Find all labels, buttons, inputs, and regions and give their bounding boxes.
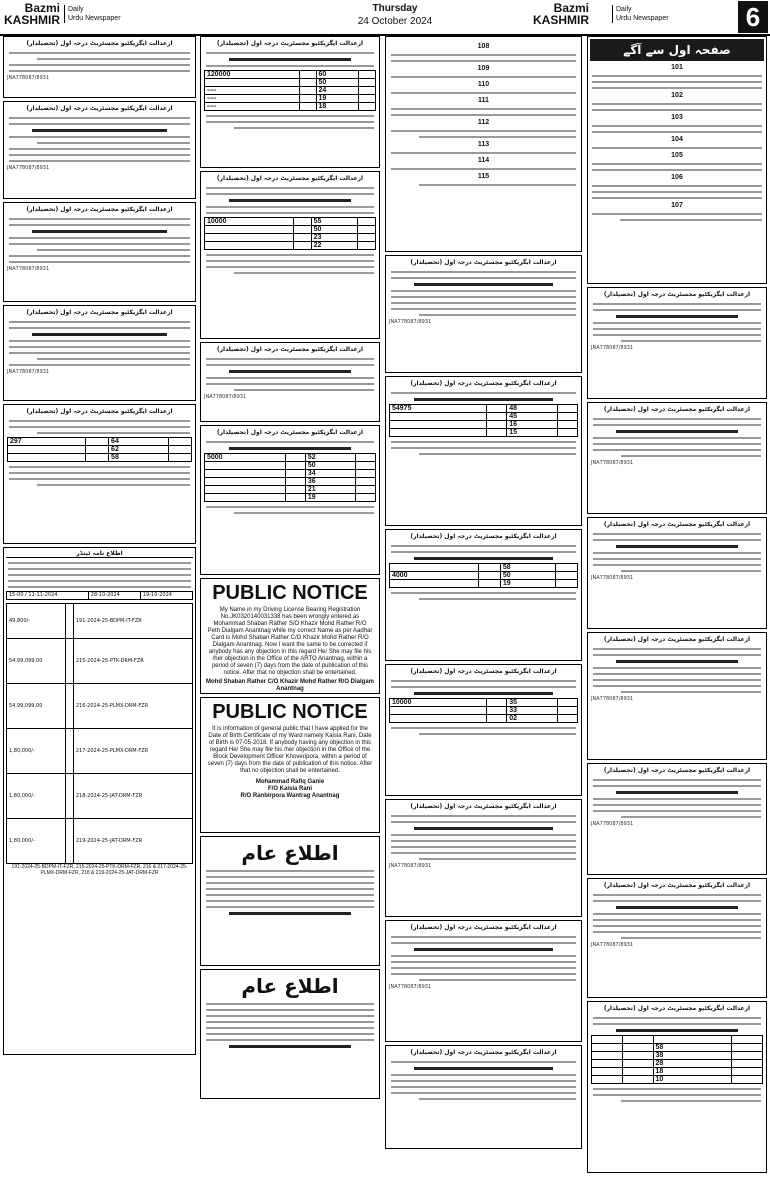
- public-notice-title: PUBLIC NOTICE: [212, 701, 368, 723]
- notice-ref: JNA778087/8931: [591, 345, 634, 351]
- notice-body: [204, 506, 376, 514]
- table-cell: [205, 478, 286, 486]
- table-cell: [205, 234, 294, 242]
- public-notice-signature: Mohd Shaban Rather C/O Khazir Mohd Rather R/O Dialgam Anantnag: [205, 679, 374, 692]
- notice-title: ازعدالت ایگزیکٹیو مجسٹریٹ درجہ اول (تحصیلدار): [410, 259, 557, 266]
- notice-body: [591, 1088, 763, 1102]
- notice-body: [7, 321, 192, 366]
- column-1: [3, 36, 196, 1058]
- continued-news: [385, 36, 582, 252]
- table-cell: [390, 413, 487, 421]
- notice-body: [389, 1061, 578, 1100]
- table-cell: [592, 1052, 623, 1060]
- notice-body: [7, 420, 192, 434]
- sub-line-1: Daily: [616, 6, 632, 13]
- notice-title: ازعدالت ایگزیکٹیو مجسٹریٹ درجہ اول (تحصیلدار): [410, 668, 557, 675]
- notice-body: [204, 115, 376, 129]
- notice-title: ازعدالت ایگزیکٹیو مجسٹریٹ درجہ اول (تحصیلدار): [410, 533, 557, 540]
- heirs-table: [204, 217, 376, 250]
- item-number: 114: [477, 157, 490, 164]
- table-cell: [390, 715, 487, 723]
- notice-title: ازعدالت ایگزیکٹیو مجسٹریٹ درجہ اول (تحصیلدار): [26, 206, 173, 213]
- masthead-right-sub: [612, 5, 669, 23]
- table-cell: [205, 226, 294, 234]
- court-notice: [385, 920, 582, 1042]
- notice-ref: JNA778087/8931: [204, 394, 247, 400]
- notice-title: ازعدالت ایگزیکٹیو مجسٹریٹ درجہ اول (تحصیلدار): [410, 380, 557, 387]
- signatory-name: Mohammad Rafiq Ganie: [255, 779, 325, 785]
- table-cell: 36: [305, 478, 355, 486]
- notice-ref: JNA778087/8931: [7, 165, 50, 171]
- item-number: 106: [671, 174, 683, 181]
- notice-ref: JNA778087/8931: [7, 75, 50, 81]
- page-header: [0, 0, 770, 36]
- item-number: 101: [671, 64, 683, 71]
- notice-ref: JNA778087/8931: [7, 266, 50, 272]
- notice-ref: JNA778087/8931: [389, 319, 432, 325]
- item-number: 110: [477, 81, 490, 88]
- public-notice-license: [200, 578, 380, 694]
- notice-title: ازعدالت ایگزیکٹیو مجسٹریٹ درجہ اول (تحصیلدار): [216, 175, 364, 182]
- table-cell: ----: [205, 103, 300, 111]
- news-text: [590, 75, 764, 89]
- notice-ref: JNA778087/8931: [7, 369, 50, 375]
- news-text: [590, 213, 764, 221]
- urdu-public-notice: [200, 836, 380, 966]
- table-cell: 28: [653, 1060, 732, 1068]
- masthead-right: [533, 2, 589, 26]
- tender-nit-no: 218-2024-25-JAT-DRM-FZR: [73, 774, 192, 819]
- table-cell: 50: [311, 226, 357, 234]
- notice-ref: JNA778087/8931: [389, 984, 432, 990]
- column-3: [385, 36, 582, 1152]
- table-cell: 10000: [205, 218, 294, 226]
- tender-amount: 54,99,099.00: [7, 639, 66, 684]
- notice-body: [389, 680, 578, 695]
- court-notice: [587, 763, 767, 875]
- notice-body: [204, 358, 376, 391]
- table-cell: ----: [205, 87, 300, 95]
- tender-title: اطلاع نامہ ٹینڈر: [6, 550, 193, 558]
- public-notice-body: My Name in my Driving License Bearing Registration No.JK0320140031338 has been wrongly entered as Mohammad Shaban Rather S/O Khazir Mohd Rather R/O Peth Dialgam Anantnag while my correct Name as per Aadhar Card is Mohd Shaban Rather C/O Khazir Mohd Rather R/O Dialgam Anantnag. Now I want the same to be corrected if anybody has any objection in this regard He/ She may file his /her objection in the Office of the ARTO Anantnag, within a period of seven (7) days from the date of publication of this notice. After that no objection shall be entertained.: [207, 607, 373, 676]
- notice-title: ازعدالت ایگزیکٹیو مجسٹریٹ درجہ اول (تحصیلدار): [26, 408, 173, 415]
- table-cell: [592, 1060, 623, 1068]
- news-text: [389, 76, 578, 78]
- notice-ref: JNA778087/8931: [591, 696, 634, 702]
- notice-title: ازعدالت ایگزیکٹیو مجسٹریٹ درجہ اول (تحصیلدار): [410, 924, 557, 931]
- notice-body: [389, 441, 578, 455]
- table-cell: [205, 494, 286, 502]
- front-page-continued: [587, 36, 767, 284]
- heirs-table: [389, 698, 578, 723]
- public-notice-title: PUBLIC NOTICE: [212, 582, 368, 604]
- court-notice-table: [385, 529, 582, 661]
- table-cell: [205, 242, 294, 250]
- notice-body: [7, 218, 192, 263]
- notice-body: [389, 271, 578, 316]
- news-text: [590, 125, 764, 133]
- notice-body: [204, 254, 376, 274]
- court-notice: [587, 517, 767, 629]
- notice-body: [7, 117, 192, 162]
- tender-date: 19-10-2024: [140, 592, 192, 600]
- notice-title: ازعدالت ایگزیکٹیو مجسٹریٹ درجہ اول (تحصیلدار): [603, 636, 751, 643]
- table-cell: [592, 1068, 623, 1076]
- table-cell: 22: [311, 242, 357, 250]
- table-cell: [390, 421, 487, 429]
- public-notice-birth: [200, 697, 380, 833]
- urdu-public-notice: [200, 969, 380, 1099]
- court-notice: [3, 305, 196, 401]
- news-text: [590, 185, 764, 199]
- table-cell: [592, 1076, 623, 1084]
- court-notice-table: [200, 425, 380, 575]
- item-number: 115: [477, 173, 490, 180]
- notice-body: [591, 1017, 763, 1032]
- notice-body: [591, 894, 763, 939]
- item-number: 102: [671, 92, 683, 99]
- table-cell: 34: [305, 470, 355, 478]
- news-text: [389, 184, 578, 186]
- item-number: 105: [671, 152, 683, 159]
- item-number: 112: [477, 119, 490, 126]
- notice-ref: JNA778087/8931: [591, 575, 634, 581]
- sub-line-2: Urdu Newspaper: [616, 15, 669, 22]
- table-cell: 10000: [390, 699, 487, 707]
- issue-date: [300, 2, 490, 28]
- notice-title: ازعدالت ایگزیکٹیو مجسٹریٹ درجہ اول (تحصیلدار): [603, 521, 751, 528]
- urdu-notice-title: اطلاع عام: [241, 841, 339, 865]
- item-number: 109: [477, 65, 490, 72]
- notice-body: [389, 392, 578, 401]
- court-notice: [587, 878, 767, 998]
- notice-title: ازعدالت ایگزیکٹیو مجسٹریٹ درجہ اول (تحصیلدار): [603, 1005, 751, 1012]
- notice-body: [204, 52, 376, 67]
- table-cell: 50: [500, 572, 555, 580]
- brand-top: Bazmi: [553, 1, 589, 15]
- table-cell: 54975: [390, 405, 487, 413]
- tender-amount: 49,800/-: [7, 604, 66, 639]
- item-number: 107: [671, 202, 683, 209]
- item-number: 108: [477, 43, 490, 50]
- signatory-relation: F/O Kaisla Rani: [267, 786, 312, 792]
- notice-body: [591, 779, 763, 818]
- table-cell: [390, 429, 487, 437]
- heirs-table: [204, 70, 376, 111]
- table-cell: 50: [316, 79, 359, 87]
- tender-date: 15-00 / 11-11-2024: [7, 592, 89, 600]
- table-cell: 19: [500, 580, 555, 588]
- court-notice-table: [587, 1001, 767, 1173]
- notice-body: [591, 303, 763, 342]
- table-cell: 18: [316, 103, 359, 111]
- notice-body: [389, 592, 578, 600]
- table-cell: 16: [507, 421, 558, 429]
- table-cell: 297: [8, 438, 86, 446]
- notice-body: [389, 545, 578, 560]
- notice-body: [591, 648, 763, 693]
- court-notice: [200, 342, 380, 422]
- notice-body: [389, 727, 578, 735]
- notice-body: [204, 441, 376, 450]
- table-cell: [205, 79, 300, 87]
- news-text: [389, 130, 578, 138]
- notice-title: ازعدالت ایگزیکٹیو مجسٹریٹ درجہ اول (تحصیلدار): [26, 309, 173, 316]
- table-cell: 10: [653, 1076, 732, 1084]
- table-cell: 19: [305, 494, 355, 502]
- table-cell: [390, 564, 479, 572]
- court-notice: [587, 287, 767, 399]
- brand-bottom: KASHMIR: [533, 13, 589, 27]
- table-cell: 35: [507, 699, 558, 707]
- table-cell: 24: [316, 87, 359, 95]
- table-cell: 58: [653, 1044, 732, 1052]
- table-cell: [390, 580, 479, 588]
- court-notice: [385, 799, 582, 917]
- notice-title: ازعدالت ایگزیکٹیو مجسٹریٹ درجہ اول (تحصیلدار): [26, 105, 173, 112]
- masthead-left-sub: [64, 5, 121, 23]
- issue-date-text: 24 October 2024: [357, 16, 433, 27]
- court-notice-table: [200, 36, 380, 168]
- table-cell: [205, 462, 286, 470]
- tender-nit-no: 191-2024-25-BDPM-IT-FZR: [73, 604, 192, 639]
- table-cell: [205, 486, 286, 494]
- table-cell: 64: [109, 438, 169, 446]
- table-cell: 50: [305, 462, 355, 470]
- tender-nit-no: 216-2024-25-PLMX-DRM-FZR: [73, 684, 192, 729]
- tender-nit-no: 217-2024-25-PLMX-DRM-FZR: [73, 729, 192, 774]
- table-cell: [8, 446, 86, 454]
- news-text: [590, 163, 764, 171]
- notice-ref: JNA778087/8931: [389, 863, 432, 869]
- heirs-table: [591, 1035, 763, 1084]
- notice-title: ازعدالت ایگزیکٹیو مجسٹریٹ درجہ اول (تحصیلدار): [603, 406, 751, 413]
- news-text: [389, 54, 578, 62]
- heirs-table: [7, 437, 192, 462]
- table-cell: 58: [109, 454, 169, 462]
- table-cell: 19: [316, 95, 359, 103]
- section-title: صفحہ اول سے آگے: [590, 39, 764, 61]
- table-cell: 62: [109, 446, 169, 454]
- notice-title: ازعدالت ایگزیکٹیو مجسٹریٹ درجہ اول (تحصیلدار): [410, 1049, 557, 1056]
- notice-title: ازعدالت ایگزیکٹیو مجسٹریٹ درجہ اول (تحصیلدار): [216, 429, 364, 436]
- table-cell: 58: [500, 564, 555, 572]
- page-number: 6: [738, 1, 768, 33]
- tender-date: 28-10-2024: [88, 592, 140, 600]
- item-number: 104: [671, 136, 683, 143]
- table-cell: 23: [311, 234, 357, 242]
- table-cell: 5000: [205, 454, 286, 462]
- column-2: [200, 36, 380, 1102]
- notice-body: [204, 1003, 376, 1048]
- notice-body: [204, 870, 376, 915]
- notice-body: [389, 815, 578, 860]
- table-cell: ----: [205, 95, 300, 103]
- court-notice-table: [3, 404, 196, 544]
- tender-nit-no: 219-2024-25-JAT-DRM-FZR: [73, 819, 192, 864]
- table-cell: 15: [507, 429, 558, 437]
- table-cell: [592, 1036, 623, 1044]
- court-notice: [587, 632, 767, 760]
- table-cell: 21: [305, 486, 355, 494]
- item-number: 111: [478, 97, 489, 104]
- notice-title: ازعدالت ایگزیکٹیو مجسٹریٹ درجہ اول (تحصیلدار): [603, 882, 751, 889]
- court-notice: [3, 101, 196, 199]
- table-cell: 52: [305, 454, 355, 462]
- table-cell: [8, 454, 86, 462]
- notice-body: [7, 52, 192, 72]
- notice-title: ازعدالت ایگزیکٹیو مجسٹریٹ درجہ اول (تحصیلدار): [216, 40, 364, 47]
- court-notice: [385, 255, 582, 373]
- tender-amount: 1,80,000/-: [7, 774, 66, 819]
- court-notice: [587, 402, 767, 514]
- news-text: [389, 152, 578, 154]
- notice-title: ازعدالت ایگزیکٹیو مجسٹریٹ درجہ اول (تحصیلدار): [603, 767, 751, 774]
- notice-ref: JNA778087/8931: [591, 942, 634, 948]
- court-notice: [3, 36, 196, 98]
- table-cell: [653, 1036, 732, 1044]
- court-notice: [3, 202, 196, 302]
- notice-title: ازعدالت ایگزیکٹیو مجسٹریٹ درجہ اول (تحصیلدار): [26, 40, 173, 47]
- sub-line-1: Daily: [68, 6, 84, 13]
- table-cell: 38: [653, 1052, 732, 1060]
- table-cell: 02: [507, 715, 558, 723]
- notice-ref: JNA778087/8931: [591, 821, 634, 827]
- table-cell: 18: [653, 1068, 732, 1076]
- news-text: [389, 92, 578, 94]
- urdu-notice-title: اطلاع عام: [241, 974, 339, 998]
- table-cell: 48: [507, 405, 558, 413]
- sub-line-2: Urdu Newspaper: [68, 15, 121, 22]
- table-cell: 33: [507, 707, 558, 715]
- court-notice-table: [200, 171, 380, 339]
- tender-table: [6, 603, 193, 864]
- signatory-address: R/O Ranbirpora Wantrag Anantnag: [240, 793, 340, 799]
- brand-bottom: KASHMIR: [4, 13, 60, 27]
- court-notice: [385, 1045, 582, 1149]
- notice-ref: JNA778087/8931: [591, 460, 634, 466]
- tender-footer: 191-2024-25-BDPM-IT-FZR, 215-2024-25-PTK-DRM-FZR, 216 & 217-2024-25-PLMX-DRM-FZR, 218 & 219-2024-25-JAT-DRM-FZR: [11, 864, 188, 876]
- tender-amount: 1,80,000/-: [7, 819, 66, 864]
- tender-notice: [3, 547, 196, 1055]
- column-4: [587, 36, 767, 1176]
- table-cell: 45: [507, 413, 558, 421]
- notice-body: [7, 466, 192, 486]
- tender-nit-no: 215-2024-25-PTK-DRM-FZR: [73, 639, 192, 684]
- item-number: 113: [477, 141, 490, 148]
- issue-day: Thursday: [372, 3, 418, 14]
- tender-intro: [6, 562, 193, 588]
- table-cell: 60: [316, 71, 359, 79]
- heirs-table: [204, 453, 376, 502]
- notice-title: ازعدالت ایگزیکٹیو مجسٹریٹ درجہ اول (تحصیلدار): [216, 346, 364, 353]
- brand-top: Bazmi: [24, 1, 60, 15]
- public-notice-body: It is information of general public that I have applied for the Date of Birth Certificate of my Ward namely Kaisla Rani, Date of Birth is 07-05-2018. If anybody having any objection in this regard He/ She may file his /her objection in the Office of the Block Development Officer Khoveripora, within a period of seven (7) days from the date of publication of this notice. After that no objection shall be entertained.: [207, 726, 373, 774]
- table-cell: 55: [311, 218, 357, 226]
- notice-body: [591, 533, 763, 572]
- heirs-table: [389, 563, 578, 588]
- news-text: [590, 103, 764, 111]
- news-text: [590, 147, 764, 149]
- notice-body: [591, 418, 763, 457]
- tender-amount: 54,99,099.00: [7, 684, 66, 729]
- news-text: [389, 108, 578, 116]
- notice-title: ازعدالت ایگزیکٹیو مجسٹریٹ درجہ اول (تحصیلدار): [410, 803, 557, 810]
- table-cell: [592, 1044, 623, 1052]
- court-notice-table: [385, 664, 582, 796]
- tender-dates-table: [6, 591, 193, 600]
- notice-title: ازعدالت ایگزیکٹیو مجسٹریٹ درجہ اول (تحصیلدار): [603, 291, 751, 298]
- item-number: 103: [671, 114, 683, 121]
- notice-body: [389, 936, 578, 981]
- notice-body: [204, 187, 376, 214]
- court-notice-table: [385, 376, 582, 526]
- tender-amount: 1,80,000/-: [7, 729, 66, 774]
- table-cell: [205, 470, 286, 478]
- table-cell: [390, 707, 487, 715]
- table-cell: 120000: [205, 71, 300, 79]
- news-text: [389, 168, 578, 170]
- table-cell: 4000: [390, 572, 479, 580]
- masthead-left: [4, 2, 60, 26]
- heirs-table: [389, 404, 578, 437]
